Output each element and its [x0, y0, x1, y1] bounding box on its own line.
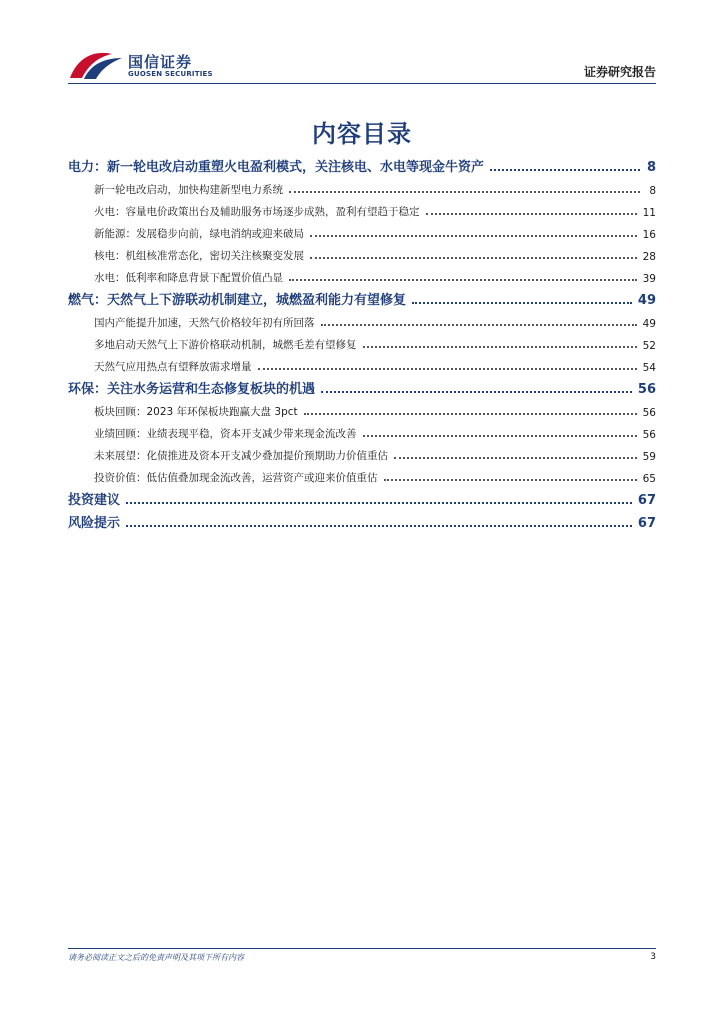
- toc-dot-leader: [258, 368, 637, 370]
- toc-entry-page: 49: [637, 293, 656, 308]
- toc-entry-title: 电力：新一轮电改启动重塑火电盈利模式，关注核电、水电等现金牛资产: [68, 160, 485, 175]
- toc-entry-page: 54: [642, 362, 656, 374]
- guosen-logo-icon: [68, 48, 126, 82]
- toc-entry-page: 59: [642, 451, 656, 463]
- toc-subsection-entry[interactable]: [68, 309, 656, 331]
- toc-subsection-entry[interactable]: [68, 398, 656, 420]
- toc-subsection-entry[interactable]: [68, 220, 656, 242]
- toc-entry-page: 28: [642, 251, 656, 263]
- guosen-logo: [68, 48, 228, 82]
- toc-dot-leader: [426, 213, 637, 215]
- toc-subsection-entry[interactable]: [68, 198, 656, 220]
- toc-subsection-entry[interactable]: [68, 331, 656, 353]
- toc-dot-leader: [490, 169, 640, 171]
- toc-section-entry[interactable]: [68, 375, 656, 398]
- toc-dot-leader: [310, 235, 637, 237]
- toc-dot-leader: [289, 191, 640, 193]
- toc-entry-title: 投资价值：低估值叠加现金流改善，运营资产或迎来价值重估: [94, 472, 378, 484]
- toc-entry-page: 67: [637, 516, 656, 531]
- toc-entry-title: 核电：机组核准常态化，密切关注核聚变发展: [94, 250, 304, 262]
- toc-dot-leader: [126, 525, 632, 527]
- toc-entry-title: 水电：低利率和降息背景下配置价值凸显: [94, 272, 283, 284]
- toc-entry-title: 投资建议: [68, 493, 121, 508]
- toc-entry-page: 56: [642, 407, 656, 419]
- toc-entry-title: 环保：关注水务运营和生态修复板块的机遇: [68, 382, 316, 397]
- logo-english-name: GUOSEN SECURITIES: [128, 70, 213, 78]
- toc-entry-title: 业绩回顾：业绩表现平稳，资本开支减少带来现金流改善: [94, 428, 357, 440]
- toc-entry-title: 多地启动天然气上下游价格联动机制，城燃毛差有望修复: [94, 339, 357, 351]
- toc-dot-leader: [394, 457, 637, 459]
- toc-entry-page: 16: [642, 229, 656, 241]
- toc-entry-page: 56: [637, 382, 656, 397]
- toc-entry-page: 67: [637, 493, 656, 508]
- toc-dot-leader: [310, 257, 637, 259]
- logo-chinese-name: 国信证券: [128, 53, 193, 71]
- toc-dot-leader: [384, 479, 637, 481]
- table-of-contents: [68, 153, 656, 532]
- toc-entry-title: 新能源：发展稳步向前，绿电消纳或迎来破局: [94, 228, 304, 240]
- toc-subsection-entry[interactable]: [68, 464, 656, 486]
- toc-subsection-entry[interactable]: [68, 176, 656, 198]
- toc-subsection-entry[interactable]: [68, 442, 656, 464]
- toc-entry-title: 新一轮电改启动，加快构建新型电力系统: [94, 184, 283, 196]
- toc-dot-leader: [126, 502, 632, 504]
- toc-entry-page: 8: [649, 185, 656, 197]
- toc-entry-title: 未来展望：化债推进及资本开支减少叠加提价预期助力价值重估: [94, 450, 388, 462]
- toc-subsection-entry[interactable]: [68, 420, 656, 442]
- toc-dot-leader: [363, 346, 637, 348]
- disclaimer-note: 请务必阅读正文之后的免责声明及其项下所有内容: [68, 953, 244, 962]
- toc-subsection-entry[interactable]: [68, 242, 656, 264]
- toc-entry-page: 52: [642, 340, 656, 352]
- toc-subsection-entry[interactable]: [68, 353, 656, 375]
- toc-section-entry[interactable]: [68, 153, 656, 176]
- toc-entry-page: 49: [642, 318, 656, 330]
- toc-entry-title: 国内产能提升加速，天然气价格较年初有所回落: [94, 317, 315, 329]
- footer-divider: [68, 948, 656, 949]
- toc-entry-title: 风险提示: [68, 516, 121, 531]
- toc-dot-leader: [321, 324, 637, 326]
- toc-entry-title: 火电：容量电价政策出台及辅助服务市场逐步成熟，盈利有望趋于稳定: [94, 206, 420, 218]
- header-divider: [68, 83, 656, 84]
- toc-entry-page: 65: [642, 473, 656, 485]
- toc-section-entry[interactable]: [68, 286, 656, 309]
- toc-entry-page: 56: [642, 429, 656, 441]
- page-number: 3: [650, 952, 656, 962]
- toc-entry-page: 11: [642, 207, 656, 219]
- toc-section-entry[interactable]: [68, 509, 656, 532]
- toc-dot-leader: [412, 302, 632, 304]
- toc-dot-leader: [304, 413, 637, 415]
- page-header: [0, 0, 724, 90]
- report-type-label: 证券研究报告: [583, 65, 656, 79]
- toc-title: 内容目录: [312, 120, 412, 148]
- toc-section-entry[interactable]: [68, 486, 656, 509]
- toc-entry-title: 板块回顾：2023 年环保板块跑赢大盘 3pct: [94, 406, 298, 418]
- toc-entry-title: 燃气：天然气上下游联动机制建立，城燃盈利能力有望修复: [68, 293, 407, 308]
- toc-dot-leader: [363, 435, 637, 437]
- toc-entry-page: 39: [642, 273, 656, 285]
- toc-entry-title: 天然气应用热点有望释放需求增量: [94, 361, 252, 373]
- toc-subsection-entry[interactable]: [68, 264, 656, 286]
- toc-dot-leader: [289, 279, 637, 281]
- toc-entry-page: 8: [646, 160, 656, 175]
- toc-dot-leader: [321, 391, 632, 393]
